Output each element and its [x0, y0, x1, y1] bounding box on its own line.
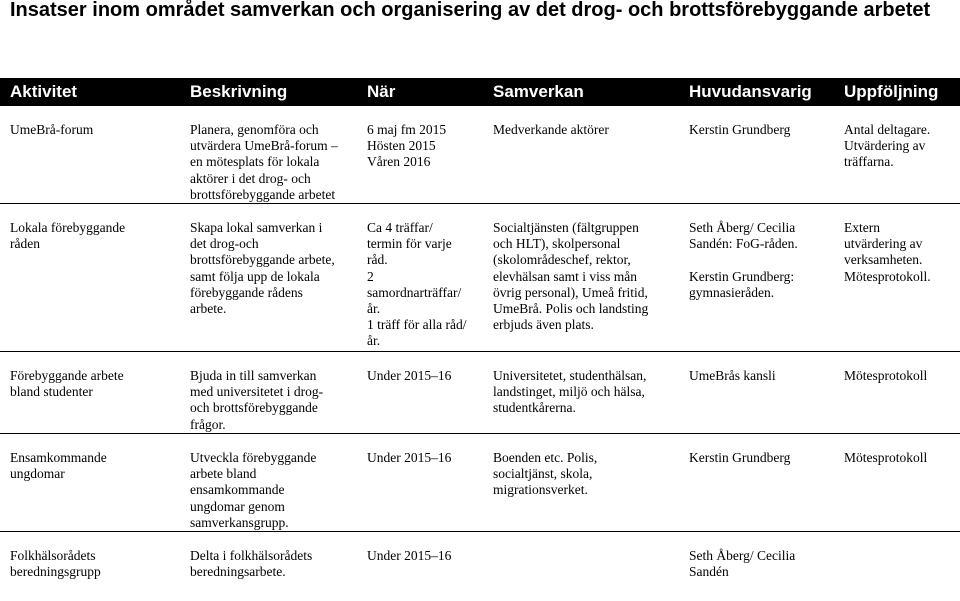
- cell-line: Våren 2016: [367, 154, 431, 170]
- cell-line: Hösten 2015: [367, 138, 436, 154]
- cell-aktivitet: [0, 352, 180, 434]
- cell-line: ungdomar genom: [190, 498, 285, 514]
- cell-line: migrationsverket.: [493, 482, 588, 498]
- header-huvudansvarig: Huvudansvarig: [689, 82, 812, 101]
- cell-line: utvärdera UmeBrå-forum –: [190, 138, 338, 154]
- cell-huvudansvarig: [679, 434, 834, 532]
- cell-samverkan: [483, 434, 679, 532]
- cell-line: brottsförebyggande arbetet: [190, 186, 336, 202]
- table-row: [0, 434, 960, 532]
- cell-samverkan: [483, 106, 679, 204]
- cell-line: landstinget, miljö och hälsa,: [493, 384, 645, 400]
- cell-huvudansvarig: [679, 204, 834, 352]
- document-title: Insatser inom området samverkan och organisering av det drog- och brottsförebyggande arbetet: [10, 0, 931, 21]
- header-aktivitet: Aktivitet: [10, 82, 78, 101]
- cell-line: Lokala förebyggande: [10, 220, 126, 236]
- cell-line: Antal deltagare.: [844, 122, 931, 137]
- cell-huvudansvarig: [679, 106, 834, 204]
- cell-line: Delta i folkhälsorådets: [190, 548, 313, 564]
- cell-line: Ca 4 träffar/: [367, 220, 433, 236]
- cell-uppfoljning: [834, 106, 960, 204]
- cell-aktivitet: [0, 434, 180, 532]
- table-row: [0, 532, 960, 589]
- cell-line: Kerstin Grundberg: [689, 122, 791, 137]
- cell-beskrivning: [180, 352, 357, 434]
- cell-line: en mötesplats för lokala: [190, 154, 320, 170]
- cell-line: gymnasieråden.: [689, 284, 775, 300]
- cell-line: termin för varje: [367, 236, 452, 252]
- cell-line: Under 2015–16: [367, 548, 452, 564]
- cell-line: erbjuds även plats.: [493, 317, 594, 333]
- cell-line: samordnarträffar/: [367, 284, 462, 300]
- cell-line: Bjuda in till samverkan: [190, 368, 317, 384]
- cell-line: förebyggande rådens: [190, 284, 303, 300]
- cell-line: Sandén: [689, 564, 729, 580]
- cell-line: och brottsförebyggande: [190, 400, 318, 416]
- cell-line: samverkansgrupp.: [190, 514, 289, 530]
- table-row: [0, 352, 960, 434]
- cell-line: arbete.: [190, 301, 227, 317]
- cell-line: Kerstin Grundberg: [689, 450, 791, 466]
- cell-line: Medverkande aktörer: [493, 122, 609, 137]
- cell-line: ungdomar: [10, 466, 65, 482]
- cell-nar: [357, 434, 483, 532]
- cell-nar: [357, 352, 483, 434]
- cell-line: aktörer i det drog- och: [190, 170, 311, 186]
- cell-line: Under 2015–16: [367, 450, 452, 466]
- cell-line: brottsförebyggande arbete,: [190, 252, 335, 268]
- cell-line: Mötesprotokoll.: [844, 268, 931, 284]
- header-beskrivning: Beskrivning: [190, 82, 288, 101]
- cell-line: 1 träff för alla råd/: [367, 317, 467, 333]
- activities-table: [0, 78, 960, 589]
- cell-line: UmeBrå-forum: [10, 122, 94, 137]
- cell-line: [689, 252, 828, 268]
- cell-line: Kerstin Grundberg:: [689, 268, 795, 284]
- cell-line: verksamheten.: [844, 252, 923, 268]
- cell-line: Mötesprotokoll: [844, 368, 928, 384]
- cell-uppfoljning: [834, 204, 960, 352]
- cell-line: och HLT), skolpersonal: [493, 236, 621, 252]
- cell-line: Planera, genomföra och: [190, 122, 319, 137]
- cell-line: beredningsarbete.: [190, 564, 286, 580]
- cell-uppfoljning: [834, 352, 960, 434]
- cell-line: det drog-och: [190, 236, 259, 252]
- cell-line: Skapa lokal samverkan i: [190, 220, 323, 236]
- cell-beskrivning: [180, 204, 357, 352]
- header-nar: När: [367, 82, 396, 101]
- cell-huvudansvarig: [679, 352, 834, 434]
- cell-nar: [357, 204, 483, 352]
- cell-line: utvärdering av: [844, 236, 923, 252]
- cell-line: Under 2015–16: [367, 368, 452, 384]
- cell-line: Mötesprotokoll: [844, 450, 928, 466]
- cell-line: Folkhälsorådets: [10, 548, 96, 564]
- cell-line: elevhälsan samt i viss mån: [493, 268, 637, 284]
- cell-line: Utvärdering av: [844, 138, 926, 154]
- cell-beskrivning: [180, 106, 357, 204]
- cell-line: år.: [367, 333, 381, 349]
- cell-line: Förebyggande arbete: [10, 368, 124, 384]
- cell-line: Seth Åberg/ Cecilia: [689, 548, 796, 564]
- cell-line: studentkårerna.: [493, 400, 576, 416]
- cell-line: bland studenter: [10, 384, 93, 400]
- cell-line: Seth Åberg/ Cecilia: [689, 220, 796, 236]
- cell-huvudansvarig: [679, 532, 834, 589]
- cell-nar: [357, 532, 483, 589]
- cell-line: övrig personal), Umeå fritid,: [493, 284, 648, 300]
- cell-line: socialtjänst, skola,: [493, 466, 593, 482]
- header-uppfoljning: Uppföljning: [844, 82, 939, 101]
- cell-line: råd.: [367, 252, 388, 268]
- cell-line: med universitetet i drog-: [190, 384, 324, 400]
- cell-samverkan: [483, 204, 679, 352]
- cell-line: UmeBrå. Polis och landsting: [493, 301, 649, 317]
- cell-line: arbete bland: [190, 466, 257, 482]
- cell-line: råden: [10, 236, 40, 252]
- cell-line: Sandén: FoG-råden.: [689, 236, 798, 252]
- cell-line: år.: [367, 301, 381, 317]
- header-samverkan: Samverkan: [493, 82, 584, 101]
- table-header-row: [0, 78, 960, 106]
- cell-line: 6 maj fm 2015: [367, 122, 447, 137]
- cell-line: ensamkommande: [190, 482, 285, 498]
- cell-line: frågor.: [190, 416, 226, 432]
- table-row: [0, 204, 960, 352]
- cell-line: träffarna.: [844, 154, 894, 170]
- cell-line: Boenden etc. Polis,: [493, 450, 598, 466]
- cell-beskrivning: [180, 434, 357, 532]
- cell-line: samt följa upp de lokala: [190, 268, 320, 284]
- cell-line: Extern: [844, 220, 880, 236]
- cell-line: UmeBrås kansli: [689, 368, 776, 384]
- cell-line: Ensamkommande: [10, 450, 107, 466]
- cell-line: beredningsgrupp: [10, 564, 101, 580]
- cell-beskrivning: [180, 532, 357, 589]
- cell-samverkan: [483, 352, 679, 434]
- cell-line: Socialtjänsten (fältgruppen: [493, 220, 639, 236]
- cell-aktivitet: [0, 532, 180, 589]
- cell-nar: [357, 106, 483, 204]
- cell-line: 2: [367, 268, 374, 284]
- cell-line: (skolområdeschef, rektor,: [493, 252, 631, 268]
- cell-aktivitet: [0, 106, 180, 204]
- cell-line: Utveckla förebyggande: [190, 450, 317, 466]
- cell-line: Universitetet, studenthälsan,: [493, 368, 647, 384]
- table-row: [0, 106, 960, 204]
- cell-uppfoljning: [834, 532, 960, 589]
- cell-samverkan: [483, 532, 679, 589]
- cell-aktivitet: [0, 204, 180, 352]
- cell-uppfoljning: [834, 434, 960, 532]
